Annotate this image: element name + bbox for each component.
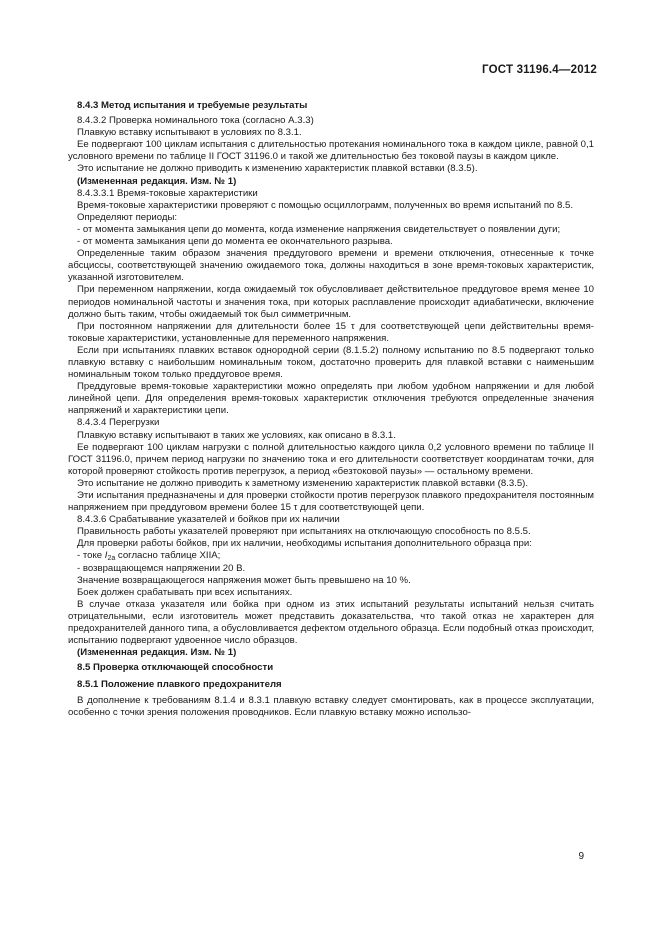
list-item <box>68 550 594 562</box>
paragraph: Время-токовые характеристики проверяют с помощью осциллограмм, полученных во время испытаний по 8.5. <box>77 199 574 211</box>
paragraph: Значение возвращающегося напряжения может быть превышено на 10 %. <box>77 574 411 586</box>
paragraph: Ее подвергают 100 циклам нагрузки с полной длительностью каждого цикла 0,2 условного времени по таблице II ГОСТ 31196.0, причем период нагрузки по значению тока и его длительности соответствует координатам точки, для которой проверяют стойкость против перегрузок, а период «безтоковой паузы» — остальному времени. <box>68 441 594 477</box>
list-item: - от момента замыкания цепи до момента, когда изменение напряжения свидетельствует о появлении дуги; <box>77 223 561 235</box>
paragraph: Это испытание не должно приводить к заметному изменению характеристик плавкой вставки (8.3.5). <box>77 477 529 489</box>
paragraph: Определенные таким образом значения преддугового времени и времени отключения, отнесенные к точке абсциссы, соответствующей значению ожидаемого тока, должны находиться в зоне время-токовых характеристик, указанной изготовителем. <box>68 248 594 284</box>
paragraph: Боек должен срабатывать при всех испытаниях. <box>77 586 293 598</box>
paragraph: Ее подвергают 100 циклам испытания с длительностью протекания номинального тока в каждом цикле, равной 0,1 условного времени по таблице II ГОСТ 31196.0 и такой же длительностью без токовой паузы в каждом цикле. <box>68 139 594 163</box>
paragraph: При переменном напряжении, когда ожидаемый ток обусловливает действительное преддуговое время менее 10 периодов номинальной частоты и значения тока, при которых расплавление происходит адиабатически, включение должно быть таким, чтобы ожидаемый ток был симметричным. <box>68 284 594 320</box>
revision-note: (Измененная редакция. Изм. № 1) <box>77 175 237 187</box>
paragraph: Правильность работы указателей проверяют при испытаниях на отключающую способность по 8.5.5. <box>77 526 531 538</box>
list-item: - возвращающемся напряжении 20 В. <box>77 562 246 574</box>
paragraph: При постоянном напряжении для длительности более 15 τ для соответствующей цепи действительны время-токовые характеристики, установленные для переменного напряжения. <box>68 320 594 344</box>
revision-note: (Измененная редакция. Изм. № 1) <box>77 647 237 659</box>
paragraph: В дополнение к требованиям 8.1.4 и 8.3.1 плавкую вставку следует смонтировать, как в процессе эксплуатации, особенно с точки зрения положения проводников. Если плавкую вставку можно использо- <box>68 694 594 718</box>
paragraph: Преддуговые время-токовые характеристики можно определять при любом удобном напряжении и для любой линейной цепи. Для определения время-токовых характеристик отключения требуются определенные значения напряжений и характеристики цепи. <box>68 381 594 417</box>
clause-8-4-3-6: 8.4.3.6 Срабатывание указателей и бойков при их наличии <box>77 514 340 526</box>
section-heading-8-5: 8.5 Проверка отключающей способности <box>77 662 274 674</box>
page-number: 9 <box>578 851 584 862</box>
current-subscript: 2a <box>107 555 116 563</box>
paragraph: Плавкую вставку испытывают в условиях по 8.3.1. <box>77 127 302 139</box>
paragraph: Для проверки работы бойков, при их наличии, необходимы испытания дополнительного образца при: <box>77 538 532 550</box>
list-item: - от момента замыкания цепи до момента ее окончательного разрыва. <box>77 236 393 248</box>
list-text: согласно таблице XIIA; <box>115 550 221 562</box>
list-text: - токе <box>77 550 105 562</box>
section-heading-8-5-1: 8.5.1 Положение плавкого предохранителя <box>77 679 282 691</box>
document-body <box>68 95 594 719</box>
paragraph: Если при испытаниях плавких вставок однородной серии (8.1.5.2) полному испытанию по 8.5 подвергают только плавкую вставку с наибольшим номинальным током, достаточно проверить для плавкой вставки с наименьшим номинальным током только преддуговое время. <box>68 344 594 381</box>
clause-8-4-3-2: 8.4.3.2 Проверка номинального тока (согласно А.3.3) <box>77 115 314 127</box>
clause-8-4-3-4: 8.4.3.4 Перегрузки <box>77 417 160 429</box>
paragraph: Плавкую вставку испытывают в таких же условиях, как описано в 8.3.1. <box>77 429 396 441</box>
current-symbol: I <box>104 550 108 562</box>
paragraph: Эти испытания предназначены и для проверки стойкости против перегрузок плавкого предохранителя постоянным напряжением при преддуговом времени более 15 τ для соответствующей цепи. <box>68 490 594 514</box>
paragraph: Определяют периоды: <box>77 211 178 223</box>
clause-8-4-3-3-1: 8.4.3.3.1 Время-токовые характеристики <box>77 187 258 199</box>
standard-header: ГОСТ 31196.4—2012 <box>482 64 597 76</box>
paragraph: В случае отказа указателя или бойка при одном из этих испытаний результаты испытаний нельзя считать отрицательными, если изготовитель может представить доказательства, что такой отказ не характерен для предохранителей данного типа, а обусловливается дефектом отдельного образца. Если подобный отказ происходит, испытанию подвергают удвоенное число образцов. <box>68 598 594 647</box>
paragraph: Это испытание не должно приводить к изменению характеристик плавкой вставки (8.3.5). <box>77 163 478 175</box>
section-heading-8-4-3: 8.4.3 Метод испытания и требуемые результаты <box>77 100 308 111</box>
